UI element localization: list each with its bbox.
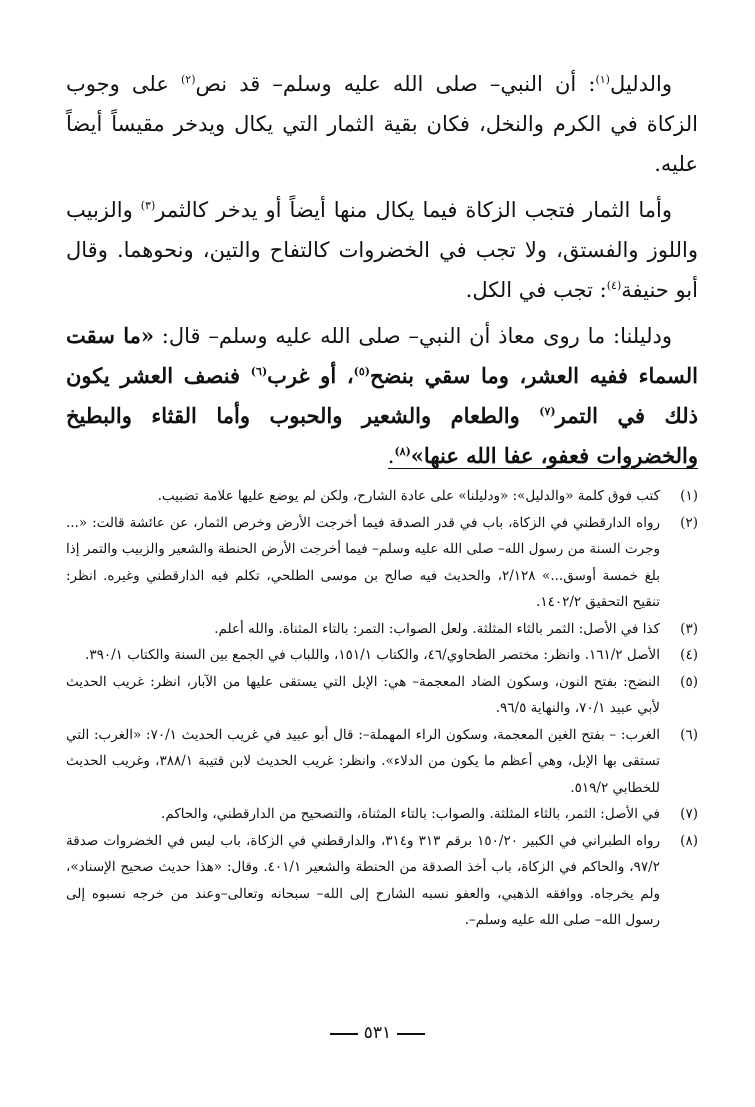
footnote-text: كذا في الأصل: الثمر بالثاء المثلثة. ولعل الصواب: التمر: بالتاء المثناة. والله أعلم. <box>214 620 660 637</box>
footnote-marker[interactable]: (١) <box>595 73 610 86</box>
footnote-number: (٢) <box>680 514 698 531</box>
paragraph-1 <box>66 64 698 184</box>
footnote <box>66 642 698 669</box>
footnote <box>66 828 698 934</box>
text-run: والزبيب واللوز والفستق، ولا تجب في الخضروات كالتفاح والتين، ونحوهما. وقال أبو حنيفة <box>66 198 698 302</box>
footnote-marker[interactable]: (٨) <box>394 445 411 458</box>
footnote-number: (٦) <box>680 726 698 743</box>
hadith-text: «ما سقت السماء ففيه العشر، وما سقي بنضح <box>66 323 699 388</box>
text-run: وأما الثمار فتجب الزكاة فيما يكال منها أيضاً أو يدخر كالثمر <box>155 198 672 222</box>
footnote-text: في الأصل: الثمر، بالثاء المثلثة. والصواب: بالتاء المثناة، والتصحيح من الدارقطني، والحاكم. <box>161 806 660 822</box>
footnote-text: الأصل ١٦١/٢. وانظر: مختصر الطحاوي/٤٦، والكتاب ١٥١/١، واللباب في الجمع بين السنة والكتاب ٣٩٠/١. <box>85 647 660 663</box>
text-run: . <box>387 444 395 468</box>
footnote-marker[interactable]: (٤) <box>606 279 622 292</box>
dash-left <box>330 1033 358 1035</box>
footnote-text: رواه الطبراني في الكبير ١٥٠/٢٠ برقم ٣١٣ و٣١٤، والدارقطني في الزكاة، باب ليس في الخضروات صدقة ٩٧/٢، والحاكم في الزكاة، باب أخذ الصدقة من الحنطة والشعير ٤٠١/١. وقال: «هذا حديث صحيح الإسناد»، ولم يخرجاه. ووافقه الذهبي، والعفو نسبه الشارح إلى الله– سبحانه وتعالى–وعند من خرجه نسبوه إلى رسول الله– صلى الله عليه وسلم–. <box>66 832 661 928</box>
footnote-marker[interactable]: (٧) <box>539 405 556 418</box>
text-run: على وجوب الزكاة في الكرم والنخل، فكان بقية الثمار التي يكال ويدخر مقيساً أيضاً عليه. <box>66 72 698 176</box>
footnote-number: (١) <box>680 488 698 504</box>
dash-right <box>397 1033 425 1035</box>
hadith-text: والطعام والشعير والحبوب وأما القثاء والبطيخ والخضروات فعفو، عفا الله عنها» <box>66 403 698 468</box>
footnote-number: (٨) <box>680 832 698 849</box>
footnote-number: (٧) <box>680 806 698 822</box>
footnote-marker[interactable]: (٦) <box>250 365 268 378</box>
main-text <box>66 64 698 482</box>
footnote-marker[interactable]: (٣) <box>140 199 156 212</box>
page-number <box>0 1023 755 1043</box>
footnote-number: (٣) <box>680 620 698 637</box>
footnote <box>66 483 698 510</box>
text-run: : أن النبي– صلى الله عليه وسلم– قد نص <box>195 72 596 96</box>
footnote-separator <box>388 468 698 469</box>
text-run: ودليلنا: ما روى معاذ أن النبي– صلى الله عليه وسلم– قال: <box>154 324 672 348</box>
footnote-marker[interactable]: (٥) <box>353 365 370 378</box>
footnotes <box>66 483 698 934</box>
footnote-text: رواه الدارقطني في الزكاة، باب في قدر الصدقة فيما أخرجت الأرض وخرص الثمار، عن عائشة قالت: «... وجرت السنة من رسول الله– صلى الله عليه وسلم– فيما أخرجت الأرض الحنطة والشعير والزبيب والتمر إذا بلغ خمسة أوسق...» ٢/١٢٨، والحديث فيه صالح بن موسى الطلحي، تكلم فيه الدارقطني وغيره. انظر: تنقيح التحقيق ١٤٠٢/٢. <box>66 514 660 610</box>
footnote-number: (٤) <box>680 647 698 663</box>
hadith-text: فنصف العشر يكون ذلك في التمر <box>66 363 698 428</box>
footnote <box>66 510 698 616</box>
footnote-text: كتب فوق كلمة «والدليل»: «ودليلنا» على عادة الشارح، ولكن لم يوضع عليها علامة تضبيب. <box>157 488 660 504</box>
text-run: : تجب في الكل. <box>465 278 607 302</box>
footnote-text: النضح: بفتح النون، وسكون الضاد المعجمة– هي: الإبل التي يستقى عليها من الآبار، انظر: غريب الحديث لأبي عبيد ٧٠/١، والنهاية ٩٦/٥. <box>66 673 660 716</box>
paragraph-2 <box>66 190 698 310</box>
footnote-text: الغرب: – بفتح الغين المعجمة، وسكون الراء المهملة–: قال أبو عبيد في غريب الحديث ٧٠/١: «الغرب: التي تستقى بها الإبل، وهي أعظم ما يكون من الدلاء». وانظر: غريب الحديث لابن قتيبة ٣٨٨/١، وغريب الحديث للخطابي ٥١٩/٢. <box>66 726 660 796</box>
hadith-text: ، أو غرب <box>267 363 354 388</box>
footnote <box>66 616 698 643</box>
paragraph-3 <box>66 316 698 476</box>
text-run: والدليل <box>609 72 672 96</box>
page-number-text: ٥٣١ <box>363 1023 392 1043</box>
footnote <box>66 801 698 828</box>
footnote-number: (٥) <box>680 673 698 690</box>
footnote <box>66 722 698 802</box>
footnote-marker[interactable]: (٢) <box>181 73 196 86</box>
footnote <box>66 669 698 722</box>
